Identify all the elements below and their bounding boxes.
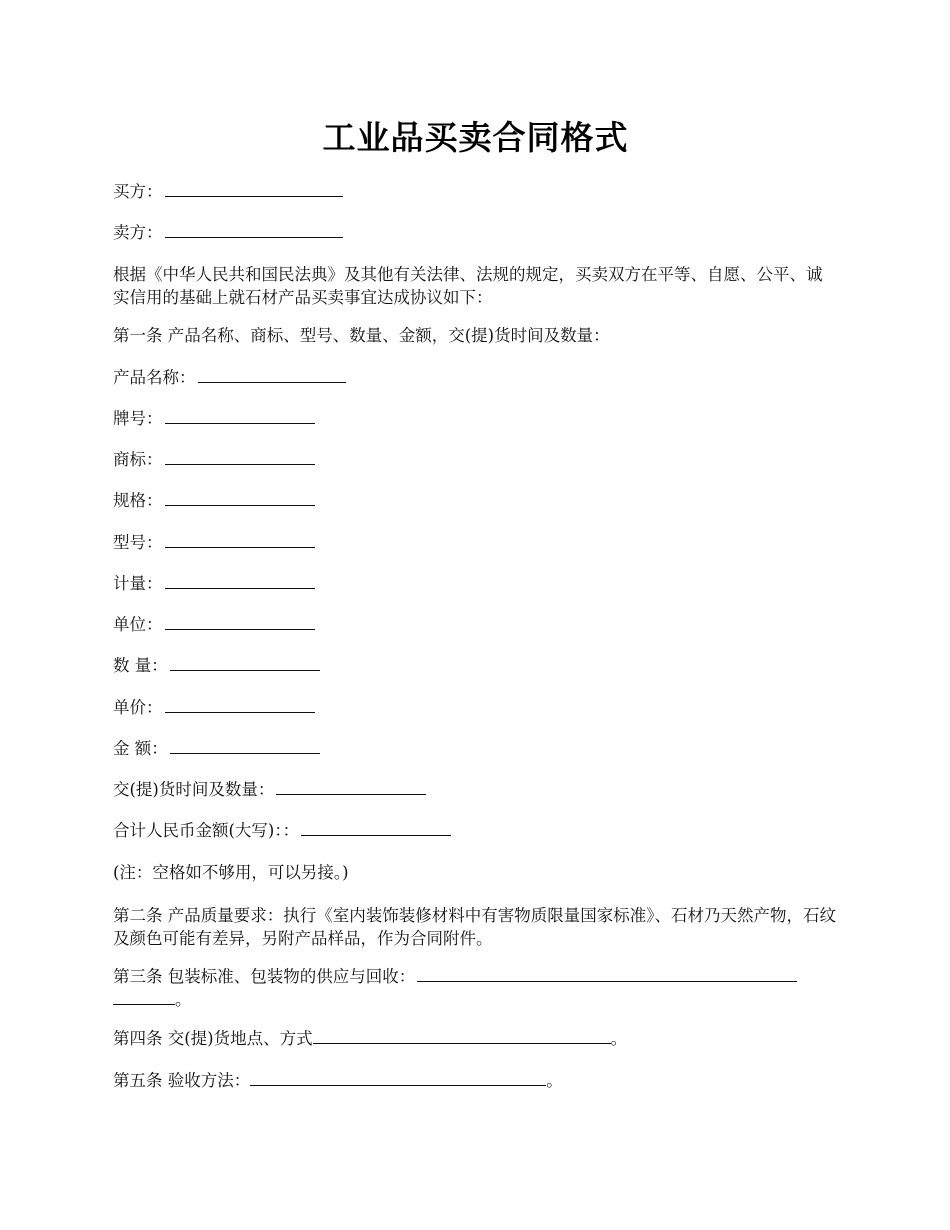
article3-blank[interactable] <box>417 966 797 982</box>
amount-blank[interactable] <box>170 738 320 754</box>
amount-label: 金 额： <box>113 739 168 758</box>
product-name-blank[interactable] <box>198 367 346 383</box>
measure-line <box>113 572 315 596</box>
trademark-line <box>113 448 315 472</box>
article3-label: 第三条 包装标准、包装物的供应与回收： <box>113 967 416 986</box>
quantity-blank[interactable] <box>170 655 320 671</box>
total-rmb-blank[interactable] <box>301 820 451 836</box>
article4-end: 。 <box>610 1029 628 1048</box>
article3-end: 。 <box>175 990 192 1009</box>
article4-blank[interactable] <box>313 1028 611 1044</box>
measure-label: 计量： <box>113 574 163 593</box>
delivery-time-label: 交(提)货时间及数量： <box>113 780 275 799</box>
model-blank[interactable] <box>165 532 315 548</box>
spec-line <box>113 489 315 513</box>
total-rmb-label: 合计人民币金额(大写)：： <box>113 821 300 840</box>
article5-line <box>113 1069 563 1093</box>
article3-line <box>113 965 797 989</box>
quantity-line <box>113 654 320 678</box>
product-name-line <box>113 366 346 390</box>
quantity-label: 数 量： <box>113 656 168 675</box>
spec-blank[interactable] <box>165 490 315 506</box>
measure-blank[interactable] <box>165 573 315 589</box>
total-rmb-line <box>113 819 451 843</box>
article5-end: 。 <box>546 1071 563 1090</box>
article2-paragraph: 第二条 产品质量要求：执行《室内装饰装修材料中有害物质限量国家标准》、石材乃天然产物，石纹及颜色可能有差异，另附产品样品，作为合同附件。 <box>113 906 836 948</box>
note-line: (注：空格如不够用，可以另接。) <box>113 863 349 882</box>
trademark-label: 商标： <box>113 450 163 469</box>
amount-line <box>113 737 320 761</box>
spec-label: 规格： <box>113 491 163 510</box>
brand-no-blank[interactable] <box>165 408 315 424</box>
article4-line <box>113 1027 627 1051</box>
model-label: 型号： <box>113 533 163 552</box>
article3-blank-continued[interactable] <box>113 989 175 1005</box>
buyer-label: 买方： <box>113 182 163 201</box>
document-title: 工业品买卖合同格式 <box>322 118 629 157</box>
article5-label: 第五条 验收方法： <box>113 1071 251 1090</box>
article3-continuation <box>113 988 192 1012</box>
unit-price-line <box>113 696 315 720</box>
intro-paragraph: 根据《中华人民共和国民法典》及其他有关法律、法规的规定，买卖双方在平等、自愿、公平、诚实信用的基础上就石材产品买卖事宜达成协议如下： <box>113 265 823 307</box>
article5-blank[interactable] <box>250 1070 546 1086</box>
unit-price-label: 单价： <box>113 698 163 717</box>
buyer-blank[interactable] <box>165 181 343 197</box>
unit-line <box>113 613 315 637</box>
product-name-label: 产品名称： <box>113 368 196 387</box>
article1-heading: 第一条 产品名称、商标、型号、数量、金额，交(提)货时间及数量： <box>113 326 610 345</box>
buyer-line <box>113 180 343 204</box>
seller-label: 卖方： <box>113 223 163 242</box>
model-line <box>113 531 315 555</box>
seller-blank[interactable] <box>165 222 343 238</box>
seller-line <box>113 221 343 245</box>
unit-price-blank[interactable] <box>165 697 315 713</box>
brand-no-line <box>113 407 315 431</box>
trademark-blank[interactable] <box>165 449 315 465</box>
brand-no-label: 牌号： <box>113 409 163 428</box>
unit-label: 单位： <box>113 615 163 634</box>
delivery-time-blank[interactable] <box>276 779 426 795</box>
delivery-time-line <box>113 778 426 802</box>
unit-blank[interactable] <box>165 614 315 630</box>
article4-label: 第四条 交(提)货地点、方式 <box>113 1029 313 1048</box>
